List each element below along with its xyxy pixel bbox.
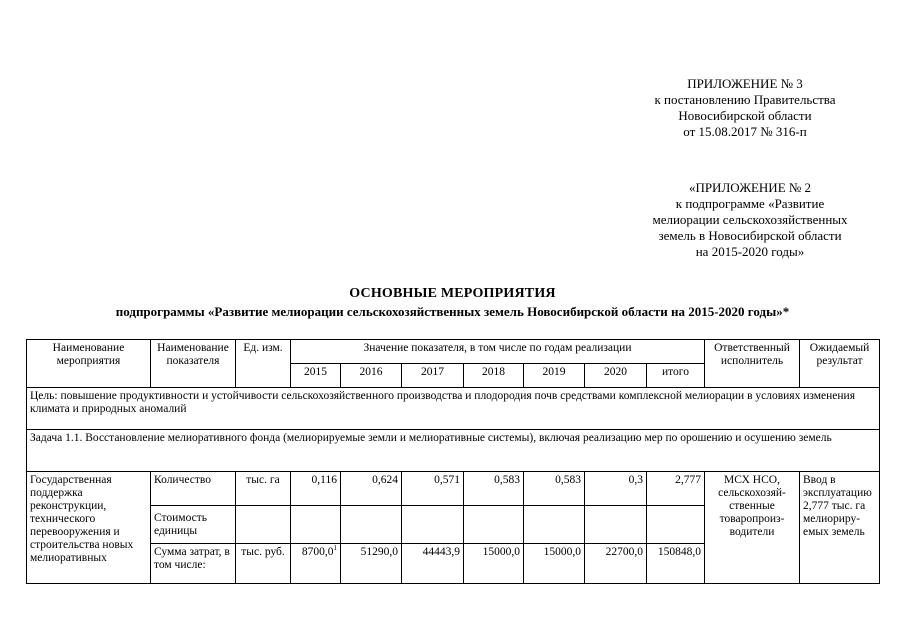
- value-cell: [291, 506, 341, 544]
- appendix-2-line-4: земель в Новосибирской области: [658, 228, 842, 243]
- header-year-2016: 2016: [341, 364, 402, 388]
- header-indicator-name: Наименование показателя: [151, 340, 236, 388]
- value-cell: 15000,0: [464, 544, 524, 584]
- value-cell: 0,116: [291, 472, 341, 506]
- value-cell: [402, 506, 464, 544]
- unit-unit-cost: [236, 506, 291, 544]
- unit-quantity: тыс. га: [236, 472, 291, 506]
- value-cell-total: 2,777: [647, 472, 705, 506]
- header-expected-result: Ожидаемый результат: [800, 340, 880, 388]
- header-year-2017: 2017: [402, 364, 464, 388]
- appendix-2-number: «ПРИЛОЖЕНИЕ № 2: [688, 180, 812, 195]
- appendix-3-resolution: к постановлению Правительства: [654, 92, 836, 107]
- main-events-table: [26, 339, 880, 584]
- indicator-unit-cost: Стоимость единицы: [151, 506, 236, 544]
- header-year-2015: 2015: [291, 364, 341, 388]
- header-total: итого: [647, 364, 705, 388]
- value-cell: 0,3: [585, 472, 647, 506]
- task-row: Задача 1.1. Восстановление мелиоративного фонда (мелиорируемые земли и мелиоративные системы), включая реализацию мер по орошению и осушению земель: [27, 430, 880, 472]
- appendix-3-date: от 15.08.2017 № 316-п: [683, 124, 807, 139]
- value-cell-total: [647, 506, 705, 544]
- header-unit: Ед. изм.: [236, 340, 291, 388]
- appendix-2-line-2: к подпрограмме «Развитие: [675, 196, 825, 211]
- unit-total-costs: тыс. руб.: [236, 544, 291, 584]
- responsible-cell: МСХ НСО, сельскохозяй-ственные товаропроиз-водители: [705, 472, 800, 584]
- value-cell: 15000,0: [524, 544, 585, 584]
- header-values-group: Значение показателя, в том числе по годам реализации: [291, 340, 705, 364]
- expected-result-cell: Ввод в эксплуатацию 2,777 тыс. га мелиориру-емых земель: [800, 472, 880, 584]
- value-cell: [341, 506, 402, 544]
- appendix-2-line-3: мелиорации сельскохозяйственных: [652, 212, 848, 227]
- header-year-2018: 2018: [464, 364, 524, 388]
- value-text: 8700,0: [301, 546, 334, 558]
- footnote-marker: 1: [333, 544, 337, 553]
- appendix-3-number: ПРИЛОЖЕНИЕ № 3: [687, 76, 803, 91]
- value-cell: 44443,9: [402, 544, 464, 584]
- goal-row: Цель: повышение продуктивности и устойчивости сельскохозяйственного производства и плодородия почв средствами комплексной мелиорации в условиях изменения климата и природных аномалий: [27, 388, 880, 430]
- value-cell: 0,571: [402, 472, 464, 506]
- document-subtitle: подпрограммы «Развитие мелиорации сельскохозяйственных земель Новосибирской области на 2015-2020 годы»*: [115, 304, 790, 319]
- value-cell: 0,583: [464, 472, 524, 506]
- indicator-quantity: Количество: [151, 472, 236, 506]
- appendix-2-line-5: на 2015-2020 годы»: [695, 244, 805, 259]
- event-name-cell: Государственная поддержка реконструкции, технического перевооружения и строительства новых мелиоративных: [27, 472, 151, 584]
- value-cell: [464, 506, 524, 544]
- header-event-name: Наименование мероприятия: [27, 340, 151, 388]
- value-cell: 0,583: [524, 472, 585, 506]
- document-title: ОСНОВНЫЕ МЕРОПРИЯТИЯ: [349, 286, 556, 301]
- value-cell: [524, 506, 585, 544]
- indicator-total-costs: Сумма затрат, в том числе:: [151, 544, 236, 584]
- value-cell: 51290,0: [341, 544, 402, 584]
- value-cell: 22700,0: [585, 544, 647, 584]
- appendix-2-block: [620, 180, 880, 260]
- value-cell-total: 150848,0: [647, 544, 705, 584]
- appendix-3-block: [620, 76, 870, 140]
- value-cell: 0,624: [341, 472, 402, 506]
- value-cell-2015-costs: [291, 544, 341, 584]
- header-year-2019: 2019: [524, 364, 585, 388]
- header-year-2020: 2020: [585, 364, 647, 388]
- header-responsible: Ответственный исполнитель: [705, 340, 800, 388]
- value-cell: [585, 506, 647, 544]
- appendix-3-region: Новосибирской области: [678, 108, 812, 123]
